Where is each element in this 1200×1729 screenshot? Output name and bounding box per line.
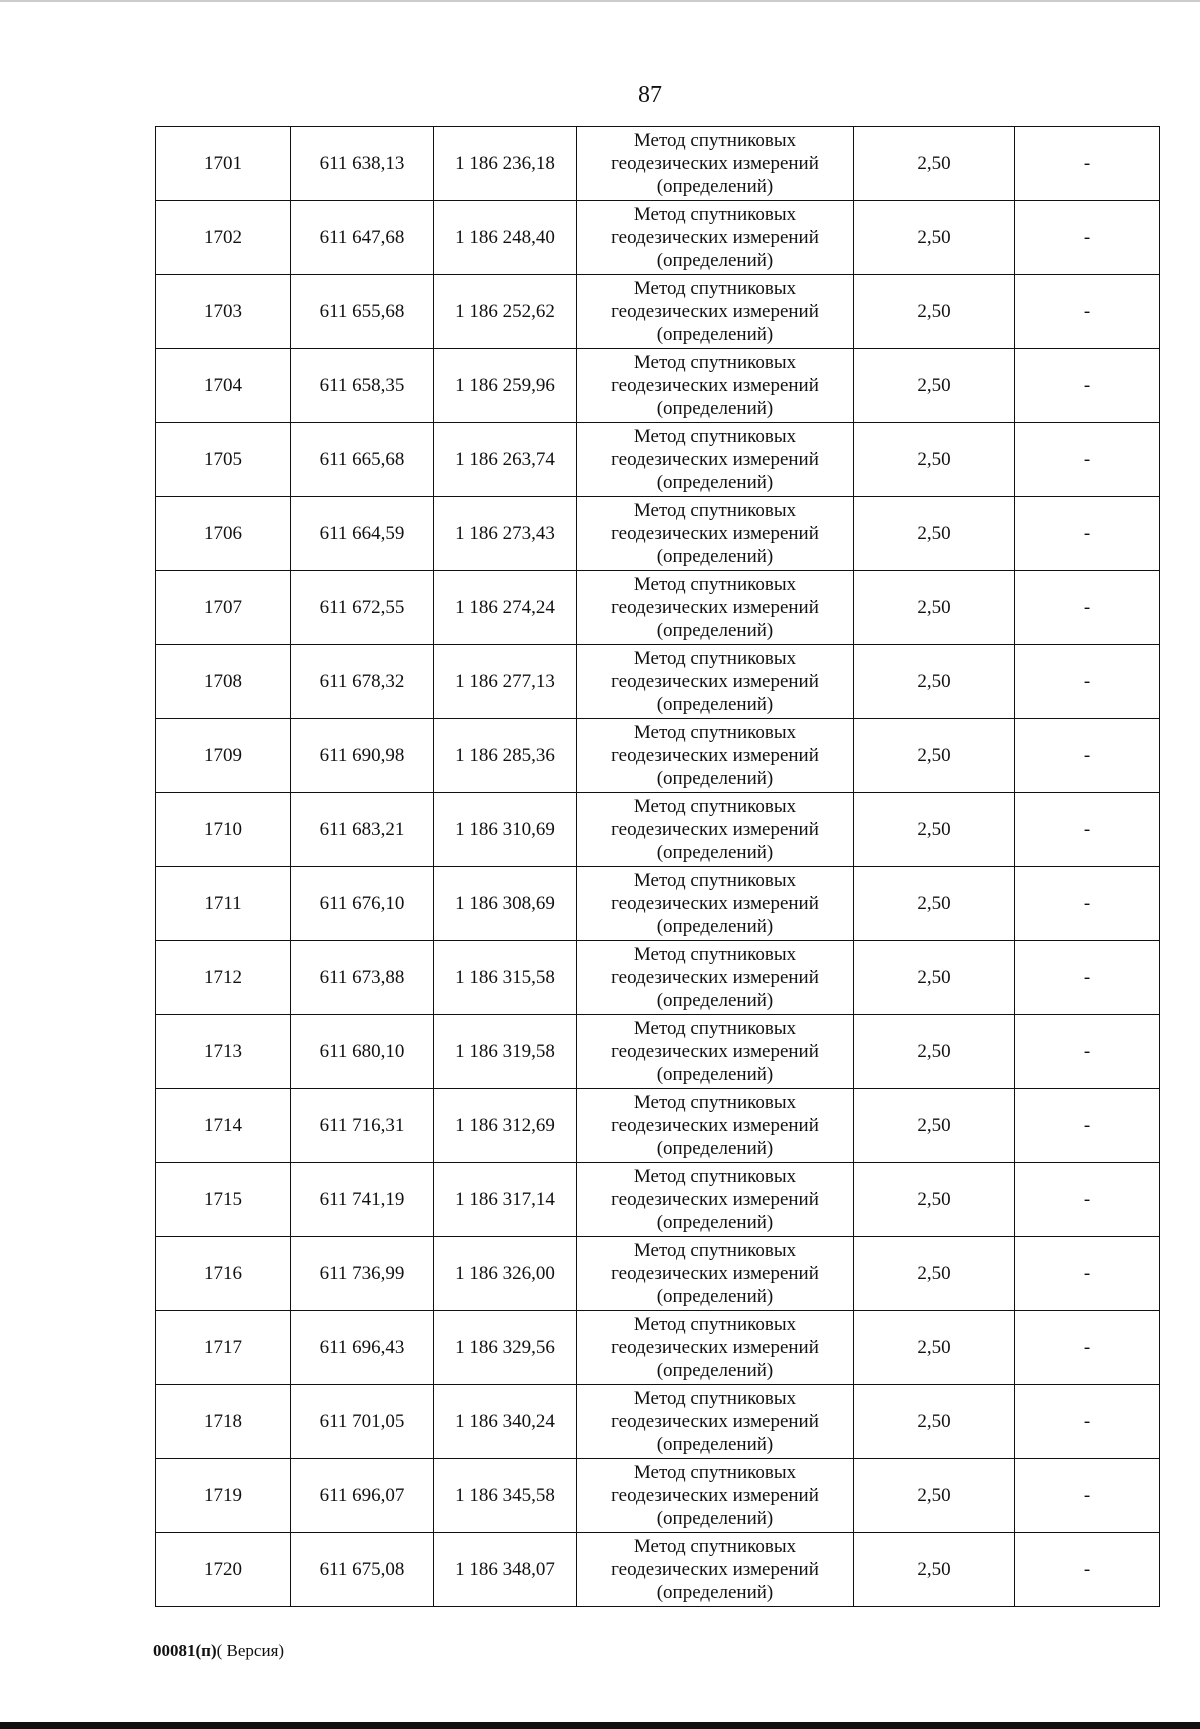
table-row: [156, 941, 1160, 1015]
method-line: Метод спутниковых: [633, 204, 797, 225]
y-coordinate-cell: 1 186 308,69: [434, 867, 577, 941]
table-row: [156, 127, 1160, 201]
y-coordinate-cell: 1 186 274,24: [434, 571, 577, 645]
table-row: [156, 423, 1160, 497]
table-row: [156, 1163, 1160, 1237]
precision-cell: 2,50: [854, 719, 1015, 793]
note-cell: -: [1015, 497, 1160, 571]
method-line: Метод спутниковых: [633, 870, 797, 891]
method-line: (определений): [656, 1508, 774, 1529]
y-coordinate-cell: 1 186 312,69: [434, 1089, 577, 1163]
x-coordinate-cell: 611 690,98: [291, 719, 434, 793]
y-coordinate-cell: 1 186 319,58: [434, 1015, 577, 1089]
method-line: Метод спутниковых: [633, 1092, 797, 1113]
point-id-cell: 1711: [156, 867, 291, 941]
x-coordinate-cell: 611 673,88: [291, 941, 434, 1015]
method-line: Метод спутниковых: [633, 648, 797, 669]
method-line: Метод спутниковых: [633, 1166, 797, 1187]
precision-cell: 2,50: [854, 497, 1015, 571]
point-id-cell: 1701: [156, 127, 291, 201]
method-line: (определений): [656, 842, 774, 863]
method-line: геодезических измерений: [611, 523, 819, 544]
precision-cell: 2,50: [854, 867, 1015, 941]
method-cell: [577, 941, 854, 1015]
method-line: (определений): [656, 546, 774, 567]
method-line: Метод спутниковых: [633, 278, 797, 299]
method-line: (определений): [656, 1286, 774, 1307]
y-coordinate-cell: 1 186 326,00: [434, 1237, 577, 1311]
document-code-number: 00081(п): [153, 1641, 217, 1660]
method-cell: [577, 1459, 854, 1533]
method-line: (определений): [656, 324, 774, 345]
table-body: [156, 127, 1160, 1607]
method-line: геодезических измерений: [611, 893, 819, 914]
method-cell: [577, 1089, 854, 1163]
precision-cell: 2,50: [854, 275, 1015, 349]
y-coordinate-cell: 1 186 236,18: [434, 127, 577, 201]
note-cell: -: [1015, 1237, 1160, 1311]
note-cell: -: [1015, 1163, 1160, 1237]
x-coordinate-cell: 611 658,35: [291, 349, 434, 423]
precision-cell: 2,50: [854, 1015, 1015, 1089]
point-id-cell: 1713: [156, 1015, 291, 1089]
document-code: [153, 1641, 284, 1661]
precision-cell: 2,50: [854, 1089, 1015, 1163]
method-line: (определений): [656, 472, 774, 493]
method-line: (определений): [656, 1434, 774, 1455]
page-number: 87: [638, 82, 662, 108]
precision-cell: 2,50: [854, 645, 1015, 719]
method-line: Метод спутниковых: [633, 796, 797, 817]
method-line: геодезических измерений: [611, 1411, 819, 1432]
method-line: Метод спутниковых: [633, 500, 797, 521]
note-cell: -: [1015, 1385, 1160, 1459]
method-line: геодезических измерений: [611, 1115, 819, 1136]
x-coordinate-cell: 611 665,68: [291, 423, 434, 497]
method-line: геодезических измерений: [611, 819, 819, 840]
y-coordinate-cell: 1 186 277,13: [434, 645, 577, 719]
x-coordinate-cell: 611 676,10: [291, 867, 434, 941]
method-line: геодезических измерений: [611, 449, 819, 470]
y-coordinate-cell: 1 186 285,36: [434, 719, 577, 793]
x-coordinate-cell: 611 664,59: [291, 497, 434, 571]
method-line: (определений): [656, 916, 774, 937]
x-coordinate-cell: 611 678,32: [291, 645, 434, 719]
point-id-cell: 1703: [156, 275, 291, 349]
method-line: Метод спутниковых: [633, 352, 797, 373]
point-id-cell: 1717: [156, 1311, 291, 1385]
y-coordinate-cell: 1 186 263,74: [434, 423, 577, 497]
x-coordinate-cell: 611 696,43: [291, 1311, 434, 1385]
table-row: [156, 1385, 1160, 1459]
method-line: Метод спутниковых: [633, 130, 797, 151]
method-cell: [577, 793, 854, 867]
note-cell: -: [1015, 1311, 1160, 1385]
precision-cell: 2,50: [854, 1533, 1015, 1607]
table-row: [156, 571, 1160, 645]
table-row: [156, 1015, 1160, 1089]
precision-cell: 2,50: [854, 201, 1015, 275]
method-cell: [577, 1533, 854, 1607]
precision-cell: 2,50: [854, 423, 1015, 497]
table-row: [156, 1089, 1160, 1163]
method-line: геодезических измерений: [611, 227, 819, 248]
point-id-cell: 1720: [156, 1533, 291, 1607]
table-row: [156, 1533, 1160, 1607]
method-cell: [577, 1385, 854, 1459]
method-line: геодезических измерений: [611, 375, 819, 396]
note-cell: -: [1015, 645, 1160, 719]
table-row: [156, 1459, 1160, 1533]
method-cell: [577, 423, 854, 497]
y-coordinate-cell: 1 186 340,24: [434, 1385, 577, 1459]
method-line: (определений): [656, 176, 774, 197]
x-coordinate-cell: 611 647,68: [291, 201, 434, 275]
note-cell: -: [1015, 275, 1160, 349]
method-line: (определений): [656, 1138, 774, 1159]
point-id-cell: 1708: [156, 645, 291, 719]
method-line: геодезических измерений: [611, 1189, 819, 1210]
precision-cell: 2,50: [854, 571, 1015, 645]
document-code-version: ( Версия): [216, 1641, 285, 1660]
point-id-cell: 1702: [156, 201, 291, 275]
method-cell: [577, 1311, 854, 1385]
x-coordinate-cell: 611 741,19: [291, 1163, 434, 1237]
table-row: [156, 349, 1160, 423]
precision-cell: 2,50: [854, 1311, 1015, 1385]
method-line: геодезических измерений: [611, 597, 819, 618]
note-cell: -: [1015, 127, 1160, 201]
method-line: Метод спутниковых: [633, 1462, 797, 1483]
method-line: геодезических измерений: [611, 1559, 819, 1580]
method-cell: [577, 1237, 854, 1311]
method-cell: [577, 497, 854, 571]
method-line: (определений): [656, 768, 774, 789]
table-row: [156, 275, 1160, 349]
note-cell: -: [1015, 793, 1160, 867]
point-id-cell: 1709: [156, 719, 291, 793]
table-row: [156, 497, 1160, 571]
precision-cell: 2,50: [854, 1237, 1015, 1311]
precision-cell: 2,50: [854, 127, 1015, 201]
method-line: Метод спутниковых: [633, 1314, 797, 1335]
method-line: геодезических измерений: [611, 671, 819, 692]
y-coordinate-cell: 1 186 317,14: [434, 1163, 577, 1237]
point-id-cell: 1706: [156, 497, 291, 571]
method-line: геодезических измерений: [611, 1337, 819, 1358]
method-line: Метод спутниковых: [633, 1388, 797, 1409]
method-line: (определений): [656, 1064, 774, 1085]
method-line: геодезических измерений: [611, 301, 819, 322]
method-cell: [577, 201, 854, 275]
precision-cell: 2,50: [854, 941, 1015, 1015]
point-id-cell: 1704: [156, 349, 291, 423]
method-line: геодезических измерений: [611, 153, 819, 174]
method-line: (определений): [656, 990, 774, 1011]
point-id-cell: 1714: [156, 1089, 291, 1163]
method-cell: [577, 349, 854, 423]
y-coordinate-cell: 1 186 348,07: [434, 1533, 577, 1607]
method-line: геодезических измерений: [611, 1263, 819, 1284]
method-line: (определений): [656, 398, 774, 419]
x-coordinate-cell: 611 672,55: [291, 571, 434, 645]
y-coordinate-cell: 1 186 273,43: [434, 497, 577, 571]
method-line: Метод спутниковых: [633, 1536, 797, 1557]
method-line: Метод спутниковых: [633, 944, 797, 965]
bottom-rule: [0, 1722, 1200, 1729]
precision-cell: 2,50: [854, 1385, 1015, 1459]
note-cell: -: [1015, 719, 1160, 793]
method-line: (определений): [656, 250, 774, 271]
y-coordinate-cell: 1 186 315,58: [434, 941, 577, 1015]
x-coordinate-cell: 611 701,05: [291, 1385, 434, 1459]
point-id-cell: 1705: [156, 423, 291, 497]
point-id-cell: 1716: [156, 1237, 291, 1311]
table-row: [156, 867, 1160, 941]
y-coordinate-cell: 1 186 329,56: [434, 1311, 577, 1385]
note-cell: -: [1015, 1015, 1160, 1089]
note-cell: -: [1015, 941, 1160, 1015]
method-cell: [577, 719, 854, 793]
note-cell: -: [1015, 349, 1160, 423]
note-cell: -: [1015, 201, 1160, 275]
point-id-cell: 1715: [156, 1163, 291, 1237]
method-cell: [577, 571, 854, 645]
method-line: (определений): [656, 694, 774, 715]
precision-cell: 2,50: [854, 1459, 1015, 1533]
method-line: (определений): [656, 1212, 774, 1233]
point-id-cell: 1719: [156, 1459, 291, 1533]
method-cell: [577, 645, 854, 719]
method-cell: [577, 1015, 854, 1089]
precision-cell: 2,50: [854, 793, 1015, 867]
note-cell: -: [1015, 1533, 1160, 1607]
note-cell: -: [1015, 423, 1160, 497]
table-row: [156, 1311, 1160, 1385]
method-line: геодезических измерений: [611, 745, 819, 766]
y-coordinate-cell: 1 186 259,96: [434, 349, 577, 423]
method-line: геодезических измерений: [611, 1485, 819, 1506]
x-coordinate-cell: 611 716,31: [291, 1089, 434, 1163]
y-coordinate-cell: 1 186 310,69: [434, 793, 577, 867]
x-coordinate-cell: 611 683,21: [291, 793, 434, 867]
x-coordinate-cell: 611 696,07: [291, 1459, 434, 1533]
point-id-cell: 1710: [156, 793, 291, 867]
method-line: Метод спутниковых: [633, 722, 797, 743]
x-coordinate-cell: 611 638,13: [291, 127, 434, 201]
x-coordinate-cell: 611 680,10: [291, 1015, 434, 1089]
precision-cell: 2,50: [854, 1163, 1015, 1237]
method-line: Метод спутниковых: [633, 574, 797, 595]
method-line: (определений): [656, 620, 774, 641]
y-coordinate-cell: 1 186 248,40: [434, 201, 577, 275]
table-row: [156, 1237, 1160, 1311]
point-id-cell: 1718: [156, 1385, 291, 1459]
method-cell: [577, 275, 854, 349]
method-line: геодезических измерений: [611, 1041, 819, 1062]
note-cell: -: [1015, 1459, 1160, 1533]
x-coordinate-cell: 611 655,68: [291, 275, 434, 349]
method-line: геодезических измерений: [611, 967, 819, 988]
method-line: Метод спутниковых: [633, 426, 797, 447]
method-line: (определений): [656, 1582, 774, 1603]
point-id-cell: 1707: [156, 571, 291, 645]
table-row: [156, 793, 1160, 867]
table-row: [156, 201, 1160, 275]
y-coordinate-cell: 1 186 252,62: [434, 275, 577, 349]
method-line: (определений): [656, 1360, 774, 1381]
top-rule: [0, 0, 1200, 2]
point-id-cell: 1712: [156, 941, 291, 1015]
note-cell: -: [1015, 867, 1160, 941]
table-row: [156, 645, 1160, 719]
method-cell: [577, 1163, 854, 1237]
coordinates-table: [155, 126, 1160, 1607]
note-cell: -: [1015, 571, 1160, 645]
method-cell: [577, 127, 854, 201]
y-coordinate-cell: 1 186 345,58: [434, 1459, 577, 1533]
x-coordinate-cell: 611 736,99: [291, 1237, 434, 1311]
method-cell: [577, 867, 854, 941]
method-line: Метод спутниковых: [633, 1240, 797, 1261]
precision-cell: 2,50: [854, 349, 1015, 423]
method-line: Метод спутниковых: [633, 1018, 797, 1039]
x-coordinate-cell: 611 675,08: [291, 1533, 434, 1607]
table-row: [156, 719, 1160, 793]
note-cell: -: [1015, 1089, 1160, 1163]
